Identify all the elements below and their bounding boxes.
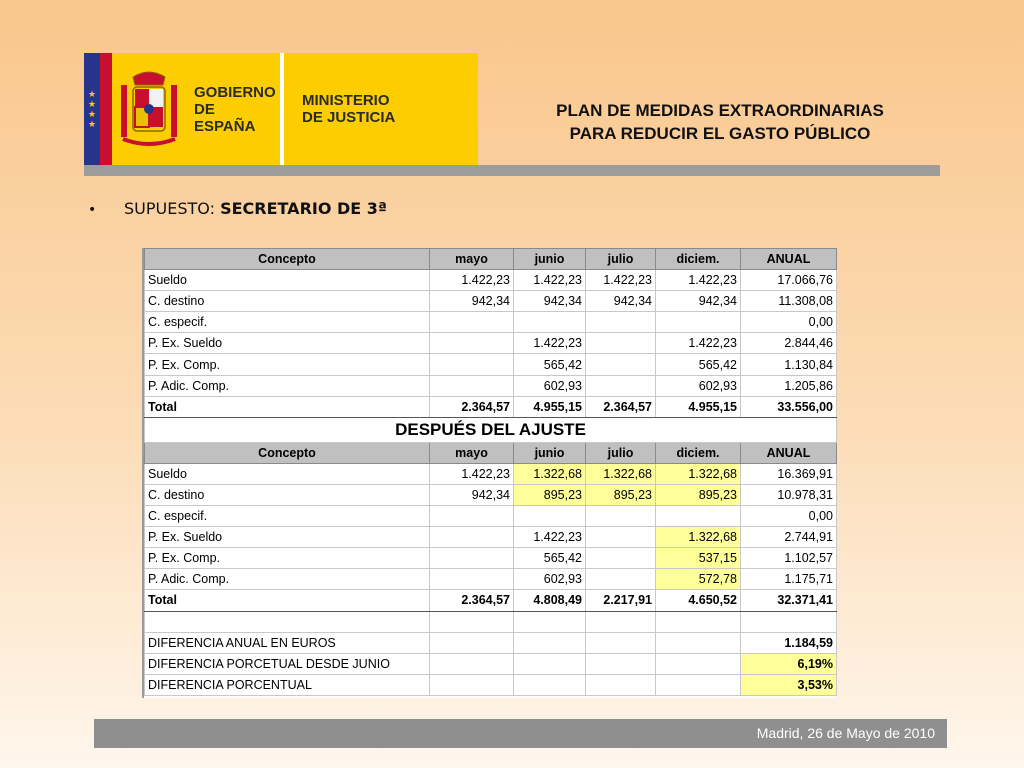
table-cell: [514, 506, 586, 527]
table-cell: P. Ex. Sueldo: [145, 333, 430, 354]
table-cell: 4.955,15: [514, 396, 586, 417]
table-row: [145, 333, 837, 354]
table-cell: [741, 611, 837, 632]
table-cell: 32.371,41: [741, 590, 837, 611]
logo-divider: [280, 53, 284, 165]
table-cell: [514, 632, 586, 653]
header-cell: junio: [514, 249, 586, 270]
table-cell: [586, 333, 656, 354]
table-cell: C. especif.: [145, 506, 430, 527]
table-row: [145, 484, 837, 505]
table-row: [145, 375, 837, 396]
table-row: [145, 354, 837, 375]
table-cell-highlighted: 895,23: [586, 484, 656, 505]
table-cell: 1.422,23: [514, 333, 586, 354]
table-cell: [514, 611, 586, 632]
table-cell: 1.422,23: [586, 270, 656, 291]
table-cell: P. Ex. Comp.: [145, 354, 430, 375]
table-cell-highlighted: 1.322,68: [586, 463, 656, 484]
table-cell: [430, 333, 514, 354]
table-cell: [430, 354, 514, 375]
table-cell: [586, 527, 656, 548]
header-rule: [84, 165, 940, 176]
table-row: [145, 291, 837, 312]
table-row: [145, 312, 837, 333]
bullet-item: [88, 199, 387, 218]
table-cell: [430, 527, 514, 548]
table-cell: [586, 375, 656, 396]
table-cell: [430, 506, 514, 527]
table-cell: [656, 312, 741, 333]
summary-row: [145, 632, 837, 653]
table-cell: 942,34: [430, 484, 514, 505]
table-cell: 11.308,08: [741, 291, 837, 312]
salary-table: [144, 248, 837, 696]
table-cell: 10.978,31: [741, 484, 837, 505]
table-cell: 942,34: [656, 291, 741, 312]
table-cell: 4.650,52: [656, 590, 741, 611]
table-cell: 1.422,23: [514, 527, 586, 548]
table-cell: C. destino: [145, 291, 430, 312]
table-row: [145, 548, 837, 569]
table-cell: [586, 611, 656, 632]
table-cell: 1.422,23: [656, 270, 741, 291]
table-cell: 1.130,84: [741, 354, 837, 375]
summary-value: 6,19%: [741, 653, 837, 674]
bullet-dot-icon: •: [88, 202, 97, 218]
table-cell: 942,34: [586, 291, 656, 312]
logo-line: DE JUSTICIA: [302, 109, 396, 126]
table-cell: [430, 632, 514, 653]
table-cell: Sueldo: [145, 463, 430, 484]
table-cell: [586, 548, 656, 569]
table-cell: 4.955,15: [656, 396, 741, 417]
table2-total-row: [145, 590, 837, 611]
table-cell: 2.364,57: [430, 590, 514, 611]
summary-row: [145, 674, 837, 695]
header-cell: diciem.: [656, 249, 741, 270]
table-cell: [514, 674, 586, 695]
table-cell: 1.422,23: [514, 270, 586, 291]
table-cell-highlighted: 1.322,68: [514, 463, 586, 484]
table-cell: Sueldo: [145, 270, 430, 291]
header-cell: diciem.: [656, 442, 741, 463]
table-cell: 1.422,23: [656, 333, 741, 354]
summary-label: DIFERENCIA PORCENTUAL: [145, 674, 430, 695]
spain-flag-strip: ★ ★ ★ ★: [84, 53, 112, 165]
table-cell: [586, 632, 656, 653]
table-cell: [430, 548, 514, 569]
coat-of-arms-icon: [112, 53, 186, 165]
table-cell: [656, 632, 741, 653]
table-cell: 565,42: [656, 354, 741, 375]
table-cell: 602,93: [514, 375, 586, 396]
bullet-label: SUPUESTO:: [124, 199, 215, 218]
table-cell: 2.364,57: [586, 396, 656, 417]
table-cell: 2.217,91: [586, 590, 656, 611]
summary-label: DIFERENCIA PORCETUAL DESDE JUNIO: [145, 653, 430, 674]
table-cell: P. Ex. Comp.: [145, 548, 430, 569]
header-cell: ANUAL: [741, 442, 837, 463]
table-cell-highlighted: 1.322,68: [656, 527, 741, 548]
table-row: [145, 506, 837, 527]
table-cell: 565,42: [514, 548, 586, 569]
table-cell: P. Ex. Sueldo: [145, 527, 430, 548]
header-cell: Concepto: [145, 442, 430, 463]
table1-header-row: [145, 249, 837, 270]
table-cell: 4.808,49: [514, 590, 586, 611]
table-row: [145, 569, 837, 590]
table1-total-row: [145, 396, 837, 417]
table-cell: [656, 653, 741, 674]
header-cell: mayo: [430, 249, 514, 270]
table-cell: [586, 312, 656, 333]
table-cell: [430, 312, 514, 333]
table-cell: [430, 653, 514, 674]
table-cell: 942,34: [430, 291, 514, 312]
title-line-2: PARA REDUCIR EL GASTO PÚBLICO: [569, 124, 871, 143]
table-cell: 2.744,91: [741, 527, 837, 548]
table-row: [145, 527, 837, 548]
table-cell: [586, 653, 656, 674]
table-cell: 17.066,76: [741, 270, 837, 291]
table-cell: 1.422,23: [430, 270, 514, 291]
table-cell: [514, 312, 586, 333]
table-cell: [430, 611, 514, 632]
table-cell-highlighted: 895,23: [656, 484, 741, 505]
table-cell: C. destino: [145, 484, 430, 505]
table-cell: 602,93: [656, 375, 741, 396]
blank-row: [145, 611, 837, 632]
summary-row: [145, 653, 837, 674]
table-cell: 0,00: [741, 312, 837, 333]
table-cell: 942,34: [514, 291, 586, 312]
table-row: [145, 270, 837, 291]
table-cell: Total: [145, 590, 430, 611]
table-cell: 1.175,71: [741, 569, 837, 590]
table-cell: 33.556,00: [741, 396, 837, 417]
table-cell: [145, 611, 430, 632]
table-cell: 16.369,91: [741, 463, 837, 484]
table-cell: [656, 506, 741, 527]
summary-value: 3,53%: [741, 674, 837, 695]
table-cell: [656, 674, 741, 695]
table-cell: [586, 354, 656, 375]
table-cell: [514, 653, 586, 674]
summary-value: 1.184,59: [741, 632, 837, 653]
table-cell: 602,93: [514, 569, 586, 590]
title-line-1: PLAN DE MEDIDAS EXTRAORDINARIAS: [556, 101, 884, 120]
logo-line: DE ESPAÑA: [194, 100, 256, 135]
table-cell: 565,42: [514, 354, 586, 375]
table-row: [145, 463, 837, 484]
section-banner: DESPUÉS DEL AJUSTE: [145, 417, 837, 442]
header-cell: Concepto: [145, 249, 430, 270]
table-cell-highlighted: 572,78: [656, 569, 741, 590]
table-cell: [430, 569, 514, 590]
header-cell: mayo: [430, 442, 514, 463]
bullet-value: SECRETARIO DE 3ª: [220, 199, 387, 218]
header-cell: julio: [586, 249, 656, 270]
table2-header-row: [145, 442, 837, 463]
logo-line: GOBIERNO: [194, 83, 276, 101]
spreadsheet: [142, 248, 836, 698]
header-cell: ANUAL: [741, 249, 837, 270]
table-cell: Total: [145, 396, 430, 417]
header-cell: junio: [514, 442, 586, 463]
table-cell: P. Adic. Comp.: [145, 375, 430, 396]
table-cell: C. especif.: [145, 312, 430, 333]
table-cell-highlighted: 1.322,68: [656, 463, 741, 484]
government-logo: [84, 53, 478, 165]
table-cell: 1.422,23: [430, 463, 514, 484]
logo-ministerio-text: [296, 53, 395, 165]
table-cell: [656, 611, 741, 632]
banner-row: [145, 417, 837, 442]
table-cell: 0,00: [741, 506, 837, 527]
table-cell: [430, 375, 514, 396]
table-cell: [586, 506, 656, 527]
table-cell: [430, 674, 514, 695]
table-cell: P. Adic. Comp.: [145, 569, 430, 590]
table-cell: 2.844,46: [741, 333, 837, 354]
slide-title: [500, 99, 940, 145]
table-cell-highlighted: 537,15: [656, 548, 741, 569]
logo-gobierno-text: [186, 53, 280, 165]
table-cell: 1.102,57: [741, 548, 837, 569]
table-cell-highlighted: 895,23: [514, 484, 586, 505]
footer-date: Madrid, 26 de Mayo de 2010: [756, 725, 935, 741]
logo-line: MINISTERIO: [302, 92, 390, 109]
table-cell: 2.364,57: [430, 396, 514, 417]
summary-label: DIFERENCIA ANUAL EN EUROS: [145, 632, 430, 653]
header-cell: julio: [586, 442, 656, 463]
table-cell: [586, 674, 656, 695]
table-cell: [586, 569, 656, 590]
footer-bar: [94, 719, 947, 748]
table-cell: 1.205,86: [741, 375, 837, 396]
